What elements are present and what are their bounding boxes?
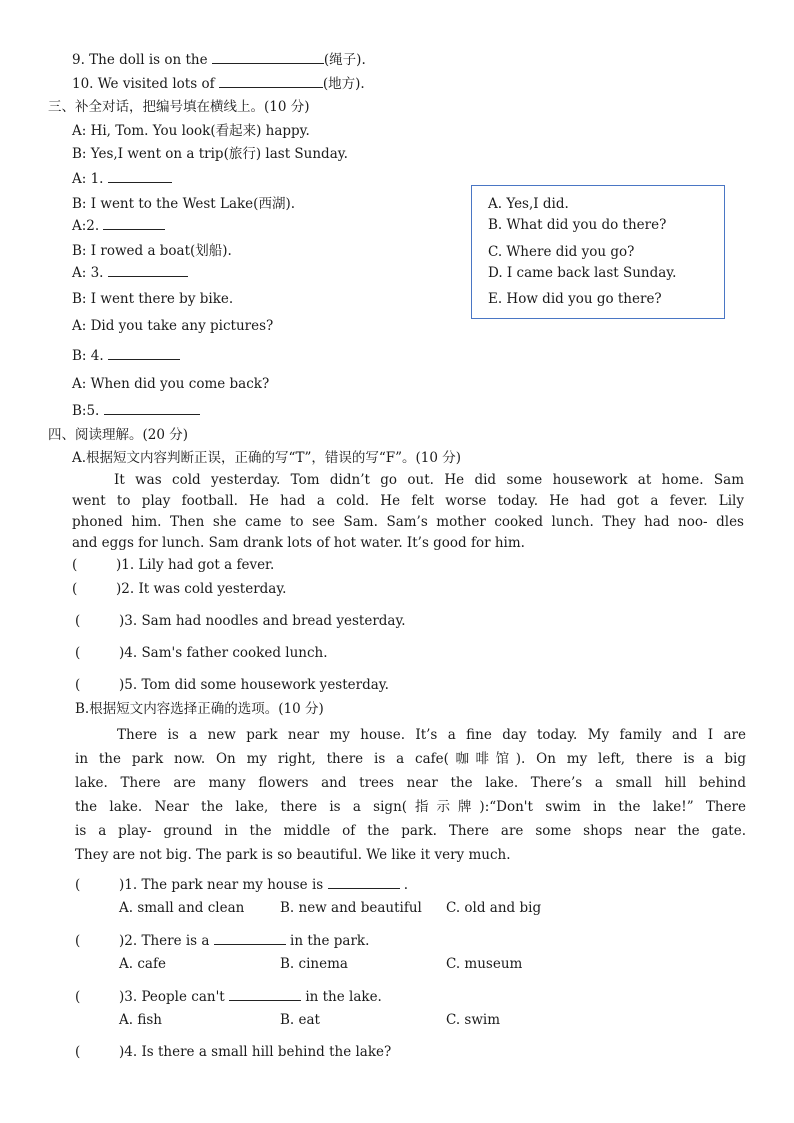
judge-item-3: ( )3. Sam had noodles and bread yesterday. xyxy=(75,613,406,629)
question-text: 9. The doll is on the xyxy=(72,52,212,68)
dialog-line: A: Did you take any pictures? xyxy=(72,318,274,334)
dialog-line: B: Yes,I went on a trip(旅行) last Sunday. xyxy=(72,146,348,162)
choice-2-option-c[interactable]: C. museum xyxy=(446,956,523,972)
answer-options-box xyxy=(471,185,725,319)
hint-text: (绳子). xyxy=(323,52,366,68)
dialog-line-blank-5: B:5. xyxy=(72,401,200,420)
dialog-line-blank-1: A: 1. xyxy=(72,169,172,188)
choice-question-3: ( )3. People can't in the lake. xyxy=(75,989,382,1005)
answer-blank[interactable] xyxy=(212,50,324,64)
choice-question-4: ( )4. Is there a small hill behind the lake? xyxy=(75,1044,392,1060)
question-text: 10. We visited lots of xyxy=(72,76,219,92)
option-e: E. How did you go there? xyxy=(488,291,662,307)
judge-item-5: ( )5. Tom did some housework yesterday. xyxy=(75,677,389,693)
choice-3-option-c[interactable]: C. swim xyxy=(446,1012,501,1028)
choice-question-2: ( )2. There is a in the park. xyxy=(75,933,370,949)
section-4-heading: 四、阅读理解。(20 分) xyxy=(48,427,189,443)
option-d: D. I came back last Sunday. xyxy=(488,265,677,281)
choice-1-option-a[interactable]: A. small and clean xyxy=(119,900,245,916)
answer-blank[interactable] xyxy=(103,216,165,230)
judge-item-1: ( )1. Lily had got a fever. xyxy=(72,557,275,573)
judge-item-4: ( )4. Sam's father cooked lunch. xyxy=(75,645,328,661)
dialog-line: A: Hi, Tom. You look(看起来) happy. xyxy=(72,123,310,139)
part-b-passage: There is a new park near my house. It’s a fine day today. My family and I are in the park now. On my right, there is a cafe(咖啡馆). On my left, there is a big lake. There are many flowers and trees near the lake. There’s a small hill behind the lake. Near the lake, there is a sign(指示牌):“Don't swim in the lake!” There is a play- ground in the middle of the park. There are some shops near the gate. They are not big. The park is so beautiful. We like it very much. xyxy=(75,727,746,863)
answer-blank[interactable] xyxy=(328,875,400,889)
judge-item-2: ( )2. It was cold yesterday. xyxy=(72,581,287,597)
dialog-line-blank-4: B: 4. xyxy=(72,346,180,365)
option-b: B. What did you do there? xyxy=(488,217,667,233)
part-a-instruction: A.根据短文内容判断正误，正确的写“T”，错误的写“F”。(10 分) xyxy=(72,450,462,466)
part-a-passage: It was cold yesterday. Tom didn’t go out. He did some housework at home. Sam went to play football. He had a cold. He felt worse today. He had got a fever. Lily phoned him. Then she came to see Sam. Sam’s mother cooked lunch. They had noo- dles and eggs for lunch. Sam drank lots of hot water. It’s good for him. xyxy=(72,472,744,551)
choice-3-option-b[interactable]: B. eat xyxy=(280,1012,320,1028)
vocab-question-9 xyxy=(72,50,366,69)
choice-1-option-b[interactable]: B. new and beautiful xyxy=(280,900,422,916)
answer-blank[interactable] xyxy=(108,346,180,360)
choice-question-1: ( )1. The park near my house is . xyxy=(75,877,409,893)
choice-2-option-a[interactable]: A. cafe xyxy=(119,956,166,972)
vocab-question-10 xyxy=(72,74,365,93)
answer-blank[interactable] xyxy=(214,931,286,945)
option-a: A. Yes,I did. xyxy=(488,196,569,212)
dialog-line-blank-2: A:2. xyxy=(72,216,165,235)
part-b-instruction: B.根据短文内容选择正确的选项。(10 分) xyxy=(75,701,324,717)
section-3-heading: 三、补全对话，把编号填在横线上。(10 分) xyxy=(48,99,310,115)
dialog-line: B: I went there by bike. xyxy=(72,291,234,307)
option-c: C. Where did you go? xyxy=(488,244,635,260)
dialog-line: A: When did you come back? xyxy=(72,376,270,392)
answer-blank[interactable] xyxy=(108,169,172,183)
hint-text: (地方). xyxy=(322,76,365,92)
dialog-line: B: I went to the West Lake(西湖). xyxy=(72,196,296,212)
answer-blank[interactable] xyxy=(104,401,200,415)
choice-1-option-c[interactable]: C. old and big xyxy=(446,900,542,916)
choice-3-option-a[interactable]: A. fish xyxy=(119,1012,162,1028)
dialog-line-blank-3: A: 3. xyxy=(72,263,188,282)
answer-blank[interactable] xyxy=(108,263,188,277)
answer-blank[interactable] xyxy=(229,987,301,1001)
answer-blank[interactable] xyxy=(219,74,323,88)
dialog-line: B: I rowed a boat(划船). xyxy=(72,243,232,259)
choice-2-option-b[interactable]: B. cinema xyxy=(280,956,348,972)
